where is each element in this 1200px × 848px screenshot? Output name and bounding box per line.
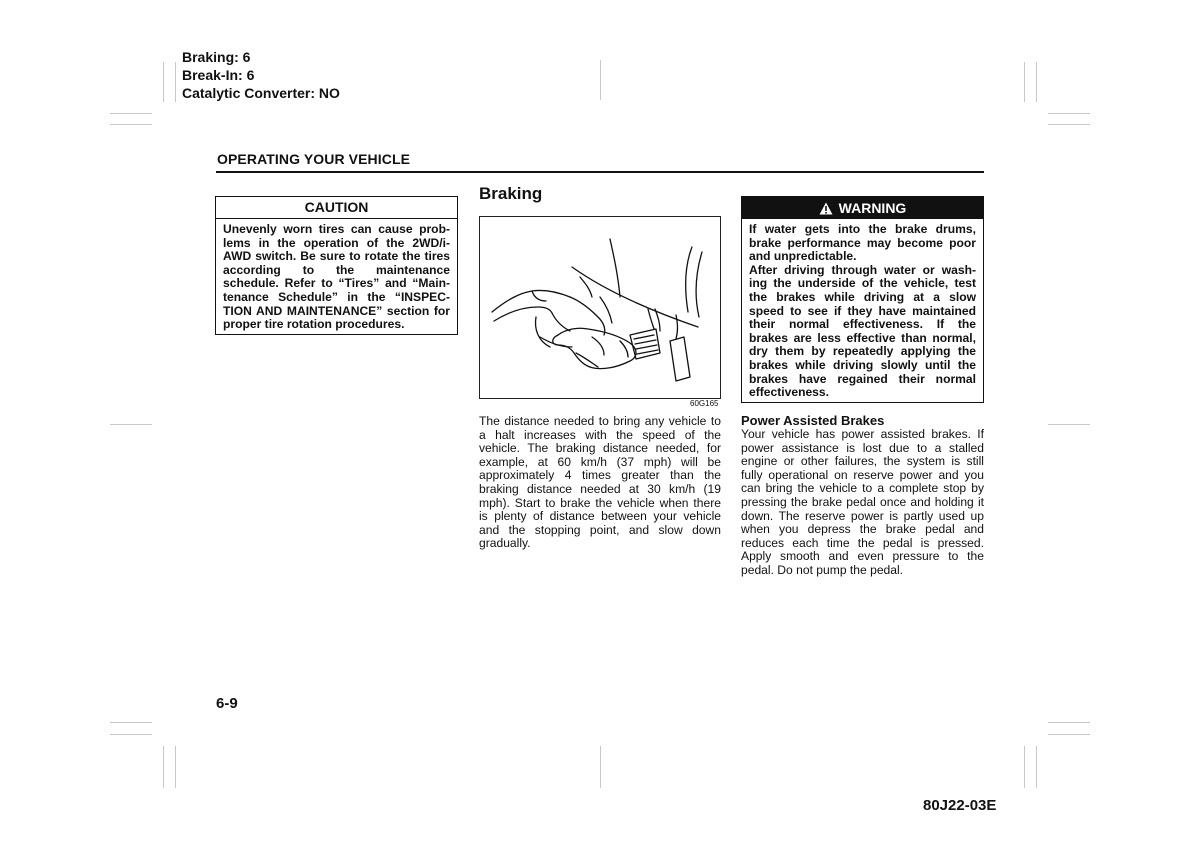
crop-mark [1048, 424, 1090, 425]
crop-mark [600, 60, 601, 100]
warning-paragraph-1: If water gets into the brake drums, brake performance may become poor and unpredictable. [749, 222, 976, 264]
caution-box [215, 196, 458, 335]
crop-mark [1048, 734, 1090, 735]
crop-mark [110, 124, 152, 125]
caution-text: Unevenly worn tires can cause prob-lems in the operation of the 2WD/i-AWD switch. Be sure to rotate the tires according to the maintenance schedule. Refer to “Tires” and “Main-tenance Schedule” in the “INSPEC-TION AND MAINTENANCE” section for proper tire rotation procedures. [223, 222, 450, 332]
crop-mark [1048, 113, 1090, 114]
document-code: 80J22-03E [923, 797, 997, 814]
power-assisted-brakes-heading: Power Assisted Brakes [741, 413, 885, 428]
warning-paragraph-2: After driving through water or wash-ing the underside of the vehicle, test the brakes while driving at a slow speed to see if they have maintained their normal effectiveness. If the brakes are less effective than normal, dry them by repeatedly applying the brakes while driving slowly until the brakes have regained their normal effectiveness. [749, 262, 976, 400]
crop-mark [1024, 746, 1025, 788]
caution-title: CAUTION [216, 197, 457, 219]
crop-mark [110, 722, 152, 723]
braking-paragraph: The distance needed to bring any vehicle to a halt increases with the speed of the vehicle. The braking distance needed, for example, at 60 km/h (37 mph) will be approximately 4 times greater than the braking distance needed at 30 km/h (19 mph). Start to brake the vehicle when there is plenty of distance between your vehicle and the stopping point, and slow down gradually. [479, 414, 721, 551]
meta-braking: Braking: 6 [182, 49, 251, 65]
crop-mark [175, 746, 176, 788]
figure-code: 60G165 [690, 399, 719, 408]
crop-mark [1048, 124, 1090, 125]
meta-catalytic-converter: Catalytic Converter: NO [182, 85, 340, 101]
warning-triangle-icon [819, 202, 833, 215]
crop-mark [600, 746, 601, 788]
page-meta [182, 48, 340, 102]
header-rule [216, 171, 984, 173]
page-number: 6-9 [216, 695, 238, 712]
warning-text [742, 219, 983, 400]
crop-mark [1036, 62, 1037, 102]
crop-mark [163, 746, 164, 788]
brake-pedal-illustration [479, 216, 721, 399]
crop-mark [1036, 746, 1037, 788]
crop-mark [110, 734, 152, 735]
crop-mark [1048, 722, 1090, 723]
meta-break-in: Break-In: 6 [182, 67, 255, 83]
crop-mark [110, 424, 152, 425]
warning-title: WARNING [838, 200, 907, 216]
power-assisted-brakes-paragraph: Your vehicle has power assisted brakes. If power assistance is lost due to a stalled engine or other failures, the system is still fully operational on reserve power and you can bring the vehicle to a complete stop by pressing the brake pedal once and holding it down. The reserve power is partly used up when you depress the brake pedal and reduces each time the pedal is pressed. Apply smooth and even pressure to the pedal. Do not pump the pedal. [741, 427, 984, 577]
crop-mark [1024, 62, 1025, 102]
crop-mark [110, 113, 152, 114]
warning-box [741, 196, 984, 403]
warning-header [742, 197, 983, 219]
crop-mark [175, 62, 176, 102]
foot-on-brake-pedal-drawing [480, 217, 720, 398]
crop-mark [163, 62, 164, 102]
section-header: OPERATING YOUR VEHICLE [217, 151, 411, 167]
braking-title: Braking [479, 184, 543, 203]
